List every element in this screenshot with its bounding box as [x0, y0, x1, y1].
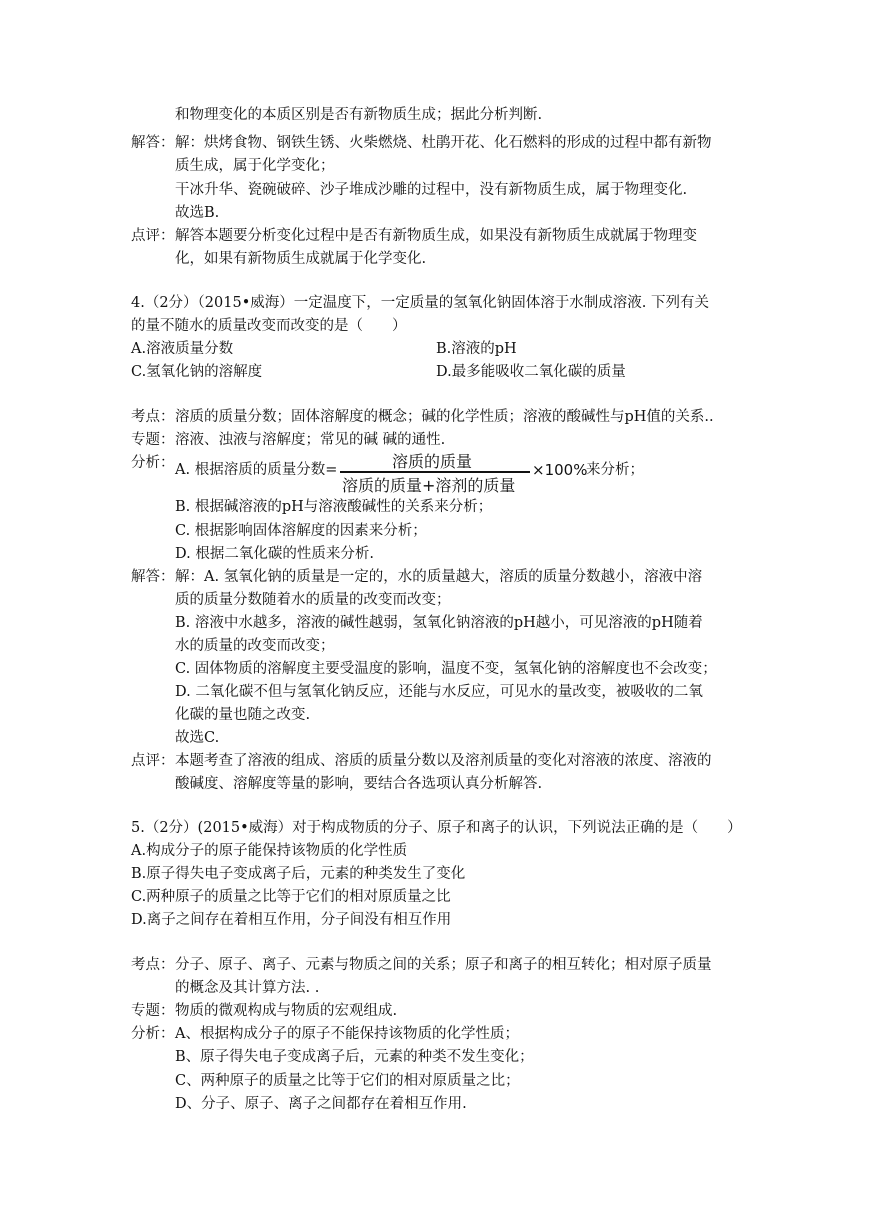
fenxi-label: 分析：: [131, 1026, 175, 1042]
question-4-stem: 4.（2分）（2015•威海）一定温度下，一定质量的氢氧化钠固体溶于水制成溶液. 下列有关: [131, 295, 709, 311]
fenxi-text: C、两种原子的质量之比等于它们的相对原质量之比；: [175, 1073, 520, 1089]
answer-text: 质生成，属于化学变化；: [175, 158, 335, 174]
comment-text: 化，如果有新物质生成就属于化学变化.: [175, 251, 427, 267]
answer-text: 解：烘烤食物、钢铁生锈、火柴燃烧、杜鹃开花、化石燃料的形成的过程中都有新物: [175, 135, 712, 151]
question-5-option-d: D.离子之间存在着相互作用，分子间没有相互作用: [131, 912, 452, 928]
fenxi-a-tail: 来分析；: [586, 462, 644, 478]
fenxi-text: A、根据构成分子的原子不能保持该物质的化学性质；: [175, 1026, 519, 1042]
question-4-option-a: A.溶液质量分数: [131, 341, 234, 357]
question-5-option-a: A.构成分子的原子能保持该物质的化学性质: [131, 843, 408, 859]
answer-text: 干冰升华、瓷碗破碎、沙子堆成沙雕的过程中，没有新物质生成，属于物理变化.: [175, 182, 688, 198]
answer-label: 解答：: [131, 135, 175, 151]
formula-multiplier: ×100%: [532, 461, 588, 479]
question-5-stem: 5.（2分）(2015•威海）对于构成物质的分子、原子和离子的认识，下列说法正确的是（ ）: [131, 820, 742, 836]
answer-text: 质的质量分数随着水的质量的改变而改变；: [175, 592, 451, 608]
zhuanti-text: 物质的微观构成与物质的宏观组成.: [175, 1003, 398, 1019]
fenxi-text: B、原子得失电子变成离子后，元素的种类不发生变化；: [175, 1049, 534, 1065]
fenxi-b-text: B. 根据碱溶液的pH与溶液酸碱性的关系来分析；: [175, 499, 493, 515]
question-4-option-b: B.溶液的pH: [436, 341, 517, 357]
formula-denominator: 溶质的质量+溶剂的质量: [342, 476, 516, 495]
answer-text: 解：A. 氢氧化钠的质量是一定的，水的质量越大，溶质的质量分数越小，溶液中溶: [175, 569, 703, 585]
answer-label: 解答：: [131, 569, 175, 585]
question-5-option-b: B.原子得失电子变成离子后，元素的种类发生了变化: [131, 866, 466, 882]
answer-text: B. 溶液中水越多，溶液的碱性越弱，氢氧化钠溶液的pH越小，可见溶液的pH随着: [175, 615, 703, 631]
kaodian-label: 考点：: [131, 957, 175, 973]
answer-text: D. 二氧化碳不但与氢氧化钠反应，还能与水反应，可见水的量改变，被吸收的二氧: [175, 684, 703, 700]
comment-label: 点评：: [131, 753, 175, 769]
kaodian-text: 的概念及其计算方法. .: [175, 980, 320, 996]
question-4-option-d: D.最多能吸收二氧化碳的质量: [436, 364, 626, 380]
fenxi-c-text: C. 根据影响固体溶解度的因素来分析；: [175, 523, 427, 539]
fenxi-label: 分析：: [131, 455, 175, 471]
kaodian-text: 溶质的质量分数；固体溶解度的概念；碱的化学性质；溶液的酸碱性与pH值的关系..: [175, 409, 714, 425]
question-5-option-c: C.两种原子的质量之比等于它们的相对原质量之比: [131, 889, 451, 905]
answer-text: 化碳的量也随之改变.: [175, 707, 311, 723]
fenxi-d-text: D. 根据二氧化碳的性质来分析.: [175, 546, 374, 562]
kaodian-label: 考点：: [131, 409, 175, 425]
zhuanti-label: 专题：: [131, 1003, 175, 1019]
zhuanti-label: 专题：: [131, 432, 175, 448]
answer-choice: 故选C.: [175, 730, 220, 746]
answer-text: C. 固体物质的溶解度主要受温度的影响，温度不变，氢氧化钠的溶解度也不会改变；: [175, 661, 717, 677]
question-4-option-c: C.氢氧化钠的溶解度: [131, 364, 263, 380]
comment-label: 点评：: [131, 228, 175, 244]
zhuanti-text: 溶液、浊液与溶解度；常见的碱 碱的通性.: [175, 432, 446, 448]
comment-text: 本题考查了溶液的组成、溶质的质量分数以及溶剂质量的变化对溶液的浓度、溶液的: [175, 753, 712, 769]
kaodian-text: 分子、原子、离子、元素与物质之间的关系；原子和离子的相互转化；相对原子质量: [175, 957, 712, 973]
analysis-continuation: 和物理变化的本质区别是否有新物质生成；据此分析判断.: [175, 107, 543, 123]
formula-numerator: 溶质的质量: [392, 452, 473, 471]
comment-text: 酸碱度、溶解度等量的影响，要结合各选项认真分析解答.: [175, 776, 543, 792]
fenxi-a-text: A. 根据溶质的质量分数=: [175, 462, 338, 478]
answer-choice: 故选B.: [175, 205, 220, 221]
fenxi-text: D、分子、原子、离子之间都存在着相互作用.: [175, 1096, 467, 1112]
question-4-stem: 的量不随水的质量改变而改变的是（ ）: [131, 318, 407, 334]
answer-text: 水的质量的改变而改变；: [175, 638, 335, 654]
comment-text: 解答本题要分析变化过程中是否有新物质生成，如果没有新物质生成就属于物理变: [175, 228, 697, 244]
